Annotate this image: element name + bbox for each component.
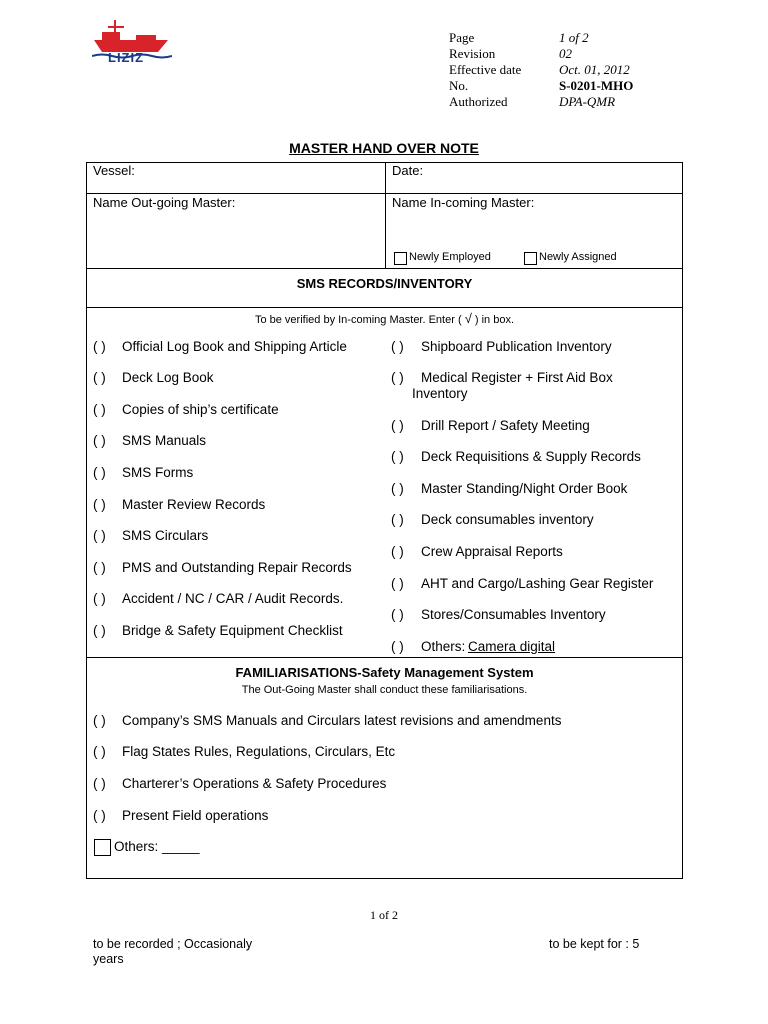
logo-text: LIZIZ [108, 50, 145, 65]
sms-item-label: Drill Report / Safety Meeting [421, 418, 590, 433]
familiarisation-title: FAMILIARISATIONS-Safety Management System [235, 665, 534, 680]
vessel-label: Vessel: [93, 163, 135, 178]
sms-item-label: SMS Manuals [122, 433, 207, 448]
check-paren: ( ) [391, 544, 404, 559]
check-paren: ( ) [93, 339, 106, 354]
table-divider [86, 307, 683, 308]
sms-item-label: PMS and Outstanding Repair Records [122, 560, 352, 575]
sms-item-label: Master Standing/Night Order Book [421, 481, 628, 496]
meta-value: DPA-QMR [559, 94, 616, 109]
sms-item-label: Copies of ship’s certificate [122, 402, 279, 417]
sms-note [87, 311, 682, 326]
familiarisation-note: The Out-Going Master shall conduct these familiarisations. [241, 684, 528, 696]
meta-label: Page [449, 30, 475, 45]
sms-item-label-cont: Inventory [412, 386, 468, 401]
check-paren: ( ) [391, 418, 404, 433]
meta-label: Authorized [449, 94, 508, 109]
meta-effective-date-row [449, 62, 709, 78]
familiarisation-item-label: Company’s SMS Manuals and Circulars latest revisions and amendments [122, 713, 562, 728]
check-paren: ( ) [93, 776, 106, 791]
check-paren: ( ) [93, 623, 106, 638]
sms-item-label: Deck Requisitions & Supply Records [421, 449, 641, 464]
meta-value: S-0201-MHO [559, 78, 634, 93]
incoming-master-label: Name In-coming Master: [392, 195, 535, 210]
sms-item-label: Medical Register + First Aid Box [421, 370, 613, 385]
meta-authorized-row [449, 94, 709, 110]
check-paren: ( ) [93, 744, 106, 759]
check-paren: ( ) [93, 808, 106, 823]
footer-kept-for: to be kept for : 5 [549, 937, 640, 951]
check-paren: ( ) [93, 713, 106, 728]
meta-label: Revision [449, 46, 496, 61]
others-label: Others: [421, 639, 466, 654]
newly-employed-label: Newly Employed [409, 251, 491, 263]
table-border-bottom [86, 878, 683, 879]
check-paren: ( ) [93, 497, 106, 512]
familiarisation-others-checkbox[interactable] [94, 839, 111, 856]
meta-revision-row [449, 46, 709, 62]
familiarisation-others-label: Others: _____ [114, 839, 200, 854]
table-divider [86, 657, 683, 658]
check-mark-icon: √ [464, 311, 472, 326]
document-title: MASTER HAND OVER NOTE [289, 140, 479, 156]
newly-employed-checkbox[interactable] [394, 252, 407, 265]
sms-note-text: To be verified by In-coming Master. Enter ( [254, 314, 462, 326]
familiarisation-item-label: Charterer’s Operations & Safety Procedures [122, 776, 387, 791]
check-paren: ( ) [93, 433, 106, 448]
date-label: Date: [392, 163, 424, 178]
sms-section-title: SMS RECORDS/INVENTORY [296, 276, 473, 291]
check-paren: ( ) [391, 370, 404, 385]
footer-recorded: to be recorded ; Occasionaly [93, 937, 253, 951]
sms-item-label: Deck Log Book [122, 370, 214, 385]
table-column-divider [385, 162, 386, 269]
sms-item-label: Crew Appraisal Reports [421, 544, 563, 559]
meta-page-row [449, 30, 709, 46]
check-paren: ( ) [93, 370, 106, 385]
table-border-right [682, 162, 683, 879]
others-value: Camera digital [468, 639, 556, 654]
footer-page-number: 1 of 2 [370, 908, 398, 922]
sms-note-text-end: ) in box. [474, 314, 515, 326]
sms-item-label: AHT and Cargo/Lashing Gear Register [421, 576, 654, 591]
check-paren: ( ) [391, 576, 404, 591]
check-paren: ( ) [391, 339, 404, 354]
check-paren: ( ) [93, 465, 106, 480]
sms-item-label: Stores/Consumables Inventory [421, 607, 606, 622]
check-paren: ( ) [93, 528, 106, 543]
check-paren: ( ) [93, 591, 106, 606]
check-paren: ( ) [93, 560, 106, 575]
sms-item-label: Accident / NC / CAR / Audit Records. [122, 591, 344, 606]
table-border-left [86, 162, 87, 879]
newly-assigned-label: Newly Assigned [539, 251, 617, 263]
sms-item-label: Shipboard Publication Inventory [421, 339, 612, 354]
sms-item-label: Bridge & Safety Equipment Checklist [122, 623, 343, 638]
meta-value: 02 [559, 46, 572, 61]
check-paren: ( ) [391, 512, 404, 527]
meta-value: 1 of 2 [559, 30, 589, 45]
check-paren: ( ) [93, 402, 106, 417]
check-paren: ( ) [391, 639, 404, 654]
sms-item-label: Official Log Book and Shipping Article [122, 339, 347, 354]
meta-number-row [449, 78, 709, 94]
meta-value: Oct. 01, 2012 [559, 62, 630, 77]
footer-years: years [93, 952, 124, 966]
familiarisation-item-label: Present Field operations [122, 808, 269, 823]
newly-assigned-checkbox[interactable] [524, 252, 537, 265]
outgoing-master-label: Name Out-going Master: [93, 195, 236, 210]
sms-item-label: Deck consumables inventory [421, 512, 594, 527]
familiarisation-item-label: Flag States Rules, Regulations, Circulars, Etc [122, 744, 396, 759]
sms-item-label: SMS Circulars [122, 528, 209, 543]
sms-item-label: SMS Forms [122, 465, 194, 480]
sms-item-label: Master Review Records [122, 497, 266, 512]
meta-label: No. [449, 78, 469, 93]
meta-label: Effective date [449, 62, 522, 77]
check-paren: ( ) [391, 449, 404, 464]
check-paren: ( ) [391, 607, 404, 622]
check-paren: ( ) [391, 481, 404, 496]
